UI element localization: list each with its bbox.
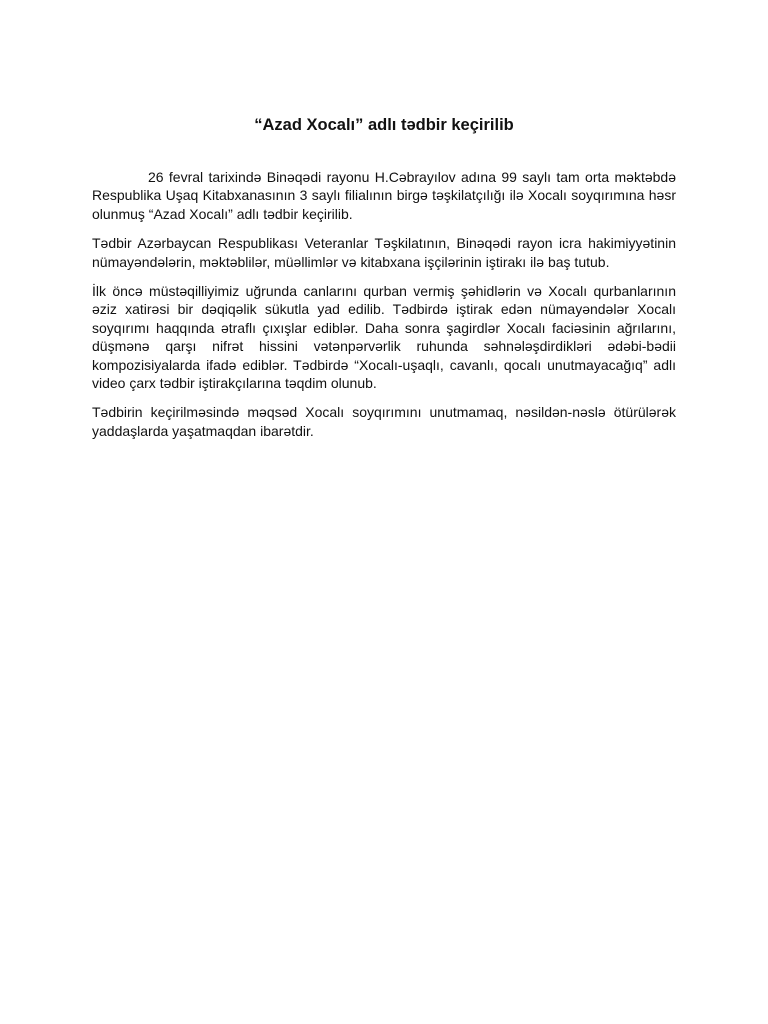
paragraph-2: Tədbir Azərbaycan Respublikası Veteranlar Təşkilatının, Binəqədi rayon icra hakimiyyətinin nümayəndələrin, məktəblilər, müəllimlər və kitabxana işçilərinin iştirakı ilə baş tutub. [92, 235, 676, 270]
paragraph-4: Tədbirin keçirilməsində məqsəd Xocalı soyqırımını unutmamaq, nəsildən-nəslə ötürülərək yaddaşlarda yaşatmaqdan ibarətdir. [92, 404, 676, 439]
paragraph-1: 26 fevral tarixində Binəqədi rayonu H.Cəbrayılov adına 99 saylı tam orta məktəbdə Respublika Uşaq Kitabxanasının 3 saylı filialının birgə təşkilatçılığı ilə Xocalı soyqırımına həsr olunmuş “Azad Xocalı” adlı tədbir keçirilib. [92, 169, 676, 222]
document-title: “Azad Xocalı” adlı tədbir keçirilib [254, 116, 514, 134]
paragraph-3: İlk öncə müstəqilliyimiz uğrunda canlarını qurban vermiş şəhidlərin və Xocalı qurbanlarının əziz xatirəsi bir dəqiqəlik sükutla yad edilib. Tədbirdə iştirak edən nümayəndələr Xocalı soyqırımı haqqında ətraflı çıxışlar ediblər. Daha sonra şagirdlər Xocalı faciəsinin ağrılarını, düşmənə qarşı nifrət hissini vətənpərvərlik ruhunda səhnələşdirdikləri ədəbi-bədii kompozisiyalarda ifadə ediblər. Tədbirdə “Xocalı-uşaqlı, cavanlı, qocalı unutmayacağıq” adlı video çarx tədbir iştirakçılarına təqdim olunub. [92, 283, 676, 392]
